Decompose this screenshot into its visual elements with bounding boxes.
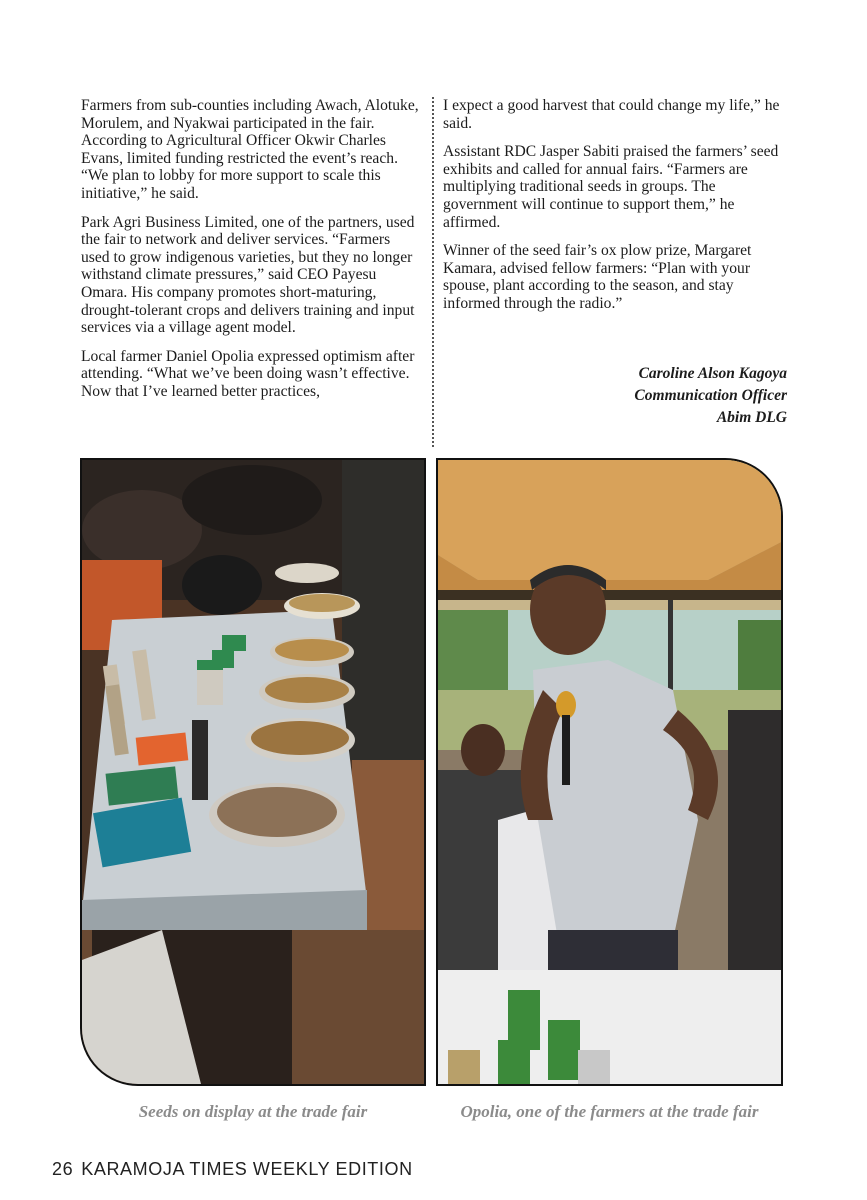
page-footer — [52, 1159, 421, 1180]
farmer-photo — [436, 458, 783, 1086]
paragraph: Farmers from sub-counties including Awach, Alotuke, Morulem, and Nyakwai participated in the fair. According to Agricultural Officer Okwir Charles Evans, limited funding restricted the event’s reach. “We plan to lobby for more support to scale this initiative,” he said. — [81, 97, 419, 202]
paragraph: I expect a good harvest that could change my life,” he said. — [443, 97, 780, 132]
photo-caption-right: Opolia, one of the farmers at the trade fair — [460, 1102, 759, 1121]
page-number: 26 — [52, 1159, 74, 1179]
paragraph: Local farmer Daniel Opolia expressed optimism after attending. “What we’ve been doing wasn’t effective. Now that I’ve learned better practices, — [81, 347, 415, 400]
author-signature — [634, 363, 787, 429]
paragraph: Assistant RDC Jasper Sabiti praised the farmers’ seed exhibits and called for annual fairs. “Farmers are multiplying traditional seeds in groups. The government will continue to support them,” he affirmed. — [443, 143, 779, 231]
author-org: Abim DLG — [716, 409, 787, 426]
paragraph: Park Agri Business Limited, one of the partners, used the fair to network and deliver services. “Farmers used to grow indigenous varieties, but they no longer withstand climate pressures,” said CEO Payesu Omara. His company promotes short-maturing, drought-tolerant crops and delivers training and input services via a village agent model. — [81, 213, 415, 337]
seeds-display-photo — [80, 458, 426, 1086]
publication-name: KARAMOJA TIMES WEEKLY EDITION — [81, 1159, 413, 1179]
article-left-column — [81, 97, 421, 412]
paragraph: Winner of the seed fair’s ox plow prize, Margaret Kamara, advised fellow farmers: “Plan with your spouse, plant according to the season, and stay informed through the radio.” — [443, 242, 752, 312]
article-right-column — [443, 97, 793, 324]
column-divider — [432, 97, 434, 447]
author-name: Caroline Alson Kagoya — [638, 365, 787, 382]
author-role: Communication Officer — [634, 387, 787, 404]
photo-caption-left: Seeds on display at the trade fair — [138, 1102, 368, 1121]
